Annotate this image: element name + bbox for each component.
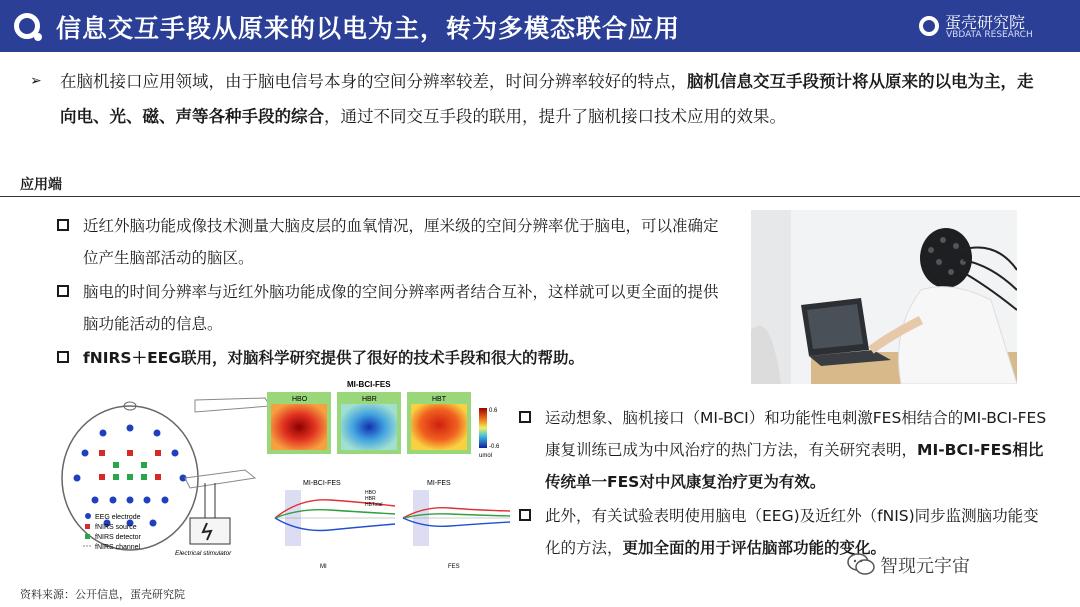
- legend-detector: fNIRS detector: [95, 534, 141, 541]
- stimulator-label: Electrical stimulator: [175, 550, 232, 557]
- wechat-watermark: 智现元宇宙: [880, 556, 970, 577]
- plot-title-2: MI-FES: [427, 480, 451, 487]
- right-bullet-list: [519, 402, 1049, 564]
- scale-bottom: -0.6: [489, 444, 500, 450]
- map-label-hbt: HBT: [432, 396, 446, 403]
- figure-title: MI-BCI-FES: [347, 380, 391, 389]
- section-divider: [0, 196, 1080, 197]
- brand-logo: [915, 8, 1075, 46]
- plot-title-1: MI-BCI-FES: [303, 480, 341, 487]
- header-logo-icon: [14, 13, 40, 39]
- intro-text-bold: 脑机信息交互手段预计将从原来的以电为主，走向电、光、磁、声等各种手段的综合: [60, 72, 1034, 126]
- bullet-text: 运动想象、脑机接口（MI-BCI）和功能性电刺激FES相结合的MI-BCI-FES康复训练已成为中风治疗的热门方法，有关研究表明，: [545, 409, 1047, 459]
- map-label-hbr: HBR: [362, 396, 377, 403]
- bullet-text: 此外，有关试验表明使用脑电（EEG)及近红外（fNIS)同步监测脑功能变化的方法，: [545, 507, 1039, 557]
- header-bar: [0, 0, 1080, 52]
- plot-xlabel-2: FES: [448, 564, 460, 570]
- brand-name: 蛋壳研究院: [945, 13, 1026, 32]
- source-footer: 资料来源：公开信息，蛋壳研究院: [20, 588, 185, 601]
- intro-text-1: 在脑机接口应用领域，由于脑电信号本身的空间分辨率较差，时间分辨率较好的特点，: [60, 72, 687, 91]
- checkbox-bullet-icon: [57, 285, 69, 297]
- bullet-text: 近红外脑功能成像技术测量大脑皮层的血氧情况，厘米级的空间分辨率优于脑电，可以准确定位产生脑部活动的脑区。: [83, 217, 719, 267]
- legend-channel: fNIRS channel: [95, 544, 141, 551]
- plot-legend-hbo: HBO: [365, 490, 376, 496]
- plot-xlabel-1: MI: [320, 564, 327, 570]
- checkbox-bullet-icon: [57, 219, 69, 231]
- checkbox-bullet-icon: [519, 509, 531, 521]
- bullet-text-bold: 更加全面的用于评估脑部功能的变化。: [622, 539, 887, 557]
- intro-paragraph: [30, 64, 1040, 134]
- brand-logo-icon: [919, 16, 939, 36]
- bullet-item: [57, 210, 722, 274]
- legend-eeg: EEG electrode: [95, 514, 141, 521]
- eeg-cap-photo: [751, 210, 1017, 384]
- bullet-text: 脑电的时间分辨率与近红外脑功能成像的空间分辨率两者结合互补，这样就可以更全面的提供脑功能活动的信息。: [83, 283, 719, 333]
- legend-source: fNIRS source: [95, 524, 137, 531]
- arrow-bullet-icon: ➢: [30, 73, 42, 89]
- bullet-text: fNIRS＋EEG联用，对脑科学研究提供了很好的技术手段和很大的帮助。: [83, 349, 584, 367]
- eeg-fnirs-figure: [55, 378, 515, 578]
- plot-legend-hbtotal: HBTotal: [365, 502, 383, 508]
- plot-legend-hbr: HBR: [365, 496, 376, 502]
- bullet-text-bold: MI-BCI-FES相比传统单一FES对中风康复治疗更为有效。: [545, 441, 1044, 491]
- checkbox-bullet-icon: [519, 411, 531, 423]
- map-label-hbo: HBO: [292, 396, 308, 403]
- brand-subtitle: VBDATA RESEARCH: [946, 30, 1033, 40]
- scale-unit: umol: [479, 453, 493, 459]
- bullet-item: [57, 276, 722, 340]
- scale-top: 0.6: [489, 408, 498, 414]
- section-label: 应用端: [20, 177, 62, 193]
- left-bullet-list: [57, 210, 722, 374]
- intro-text-2: ，通过不同交互手段的联用，提升了脑机接口技术应用的效果。: [324, 107, 786, 126]
- wechat-icon: [846, 552, 876, 576]
- checkbox-bullet-icon: [57, 351, 69, 363]
- bullet-item: [519, 402, 1049, 498]
- bullet-item: [57, 342, 722, 374]
- page-title: 信息交互手段从原来的以电为主，转为多模态联合应用: [56, 14, 681, 43]
